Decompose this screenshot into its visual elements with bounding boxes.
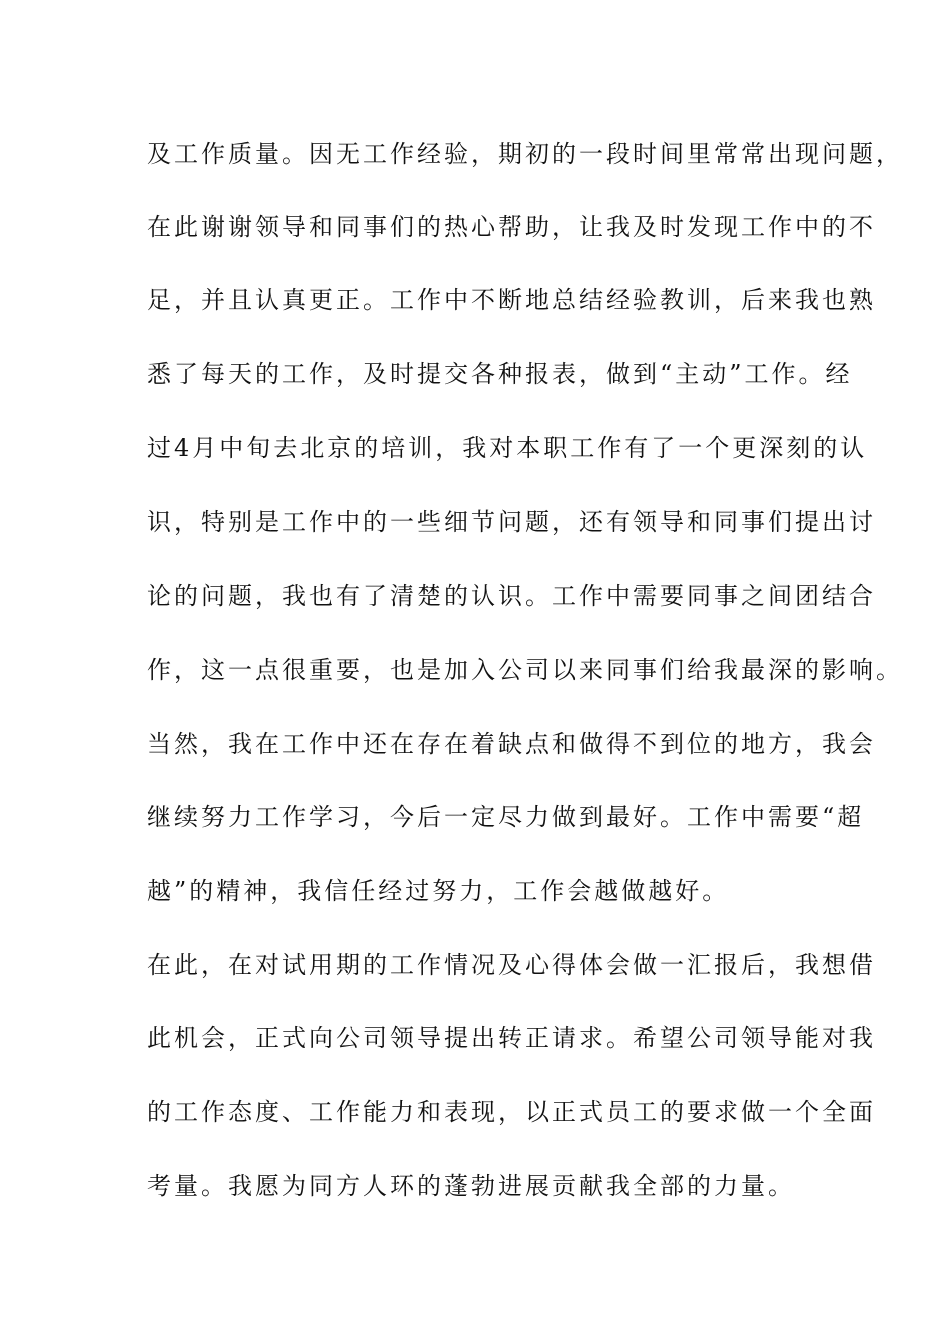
text-line: 的工作态度、工作能力和表现，以正式员工的要求做一个全面 — [147, 1098, 876, 1126]
text-line: 悉了每天的工作，及时提交各种报表，做到“主动”工作。经 — [147, 360, 853, 388]
text-line: 足，并且认真更正。工作中不断地总结经验教训，后来我也熟 — [147, 286, 876, 314]
text-line: 在此，在对试用期的工作情况及心得体会做一汇报后，我想借 — [147, 951, 876, 979]
text-line: 作，这一点很重要，也是加入公司以来同事们给我最深的影响。 — [147, 656, 903, 684]
text-line: 考量。我愿为同方人环的蓬勃进展贡献我全部的力量。 — [147, 1172, 795, 1200]
text-line: 过4月中旬去北京的培训，我对本职工作有了一个更深刻的认 — [147, 434, 868, 462]
text-line: 当然，我在工作中还在存在着缺点和做得不到位的地方，我会 — [147, 730, 876, 758]
text-line: 越”的精神，我信任经过努力，工作会越做越好。 — [147, 877, 730, 905]
text-line: 继续努力工作学习，今后一定尽力做到最好。工作中需要“超 — [147, 803, 865, 831]
text-line: 及工作质量。因无工作经验，期初的一段时间里常常出现问题， — [147, 140, 903, 168]
text-line: 识，特别是工作中的一些细节问题，还有领导和同事们提出讨 — [147, 508, 876, 536]
text-line: 此机会，正式向公司领导提出转正请求。希望公司领导能对我 — [147, 1024, 876, 1052]
text-line: 论的问题，我也有了清楚的认识。工作中需要同事之间团结合 — [147, 582, 876, 610]
text-line: 在此谢谢领导和同事们的热心帮助，让我及时发现工作中的不 — [147, 213, 876, 241]
